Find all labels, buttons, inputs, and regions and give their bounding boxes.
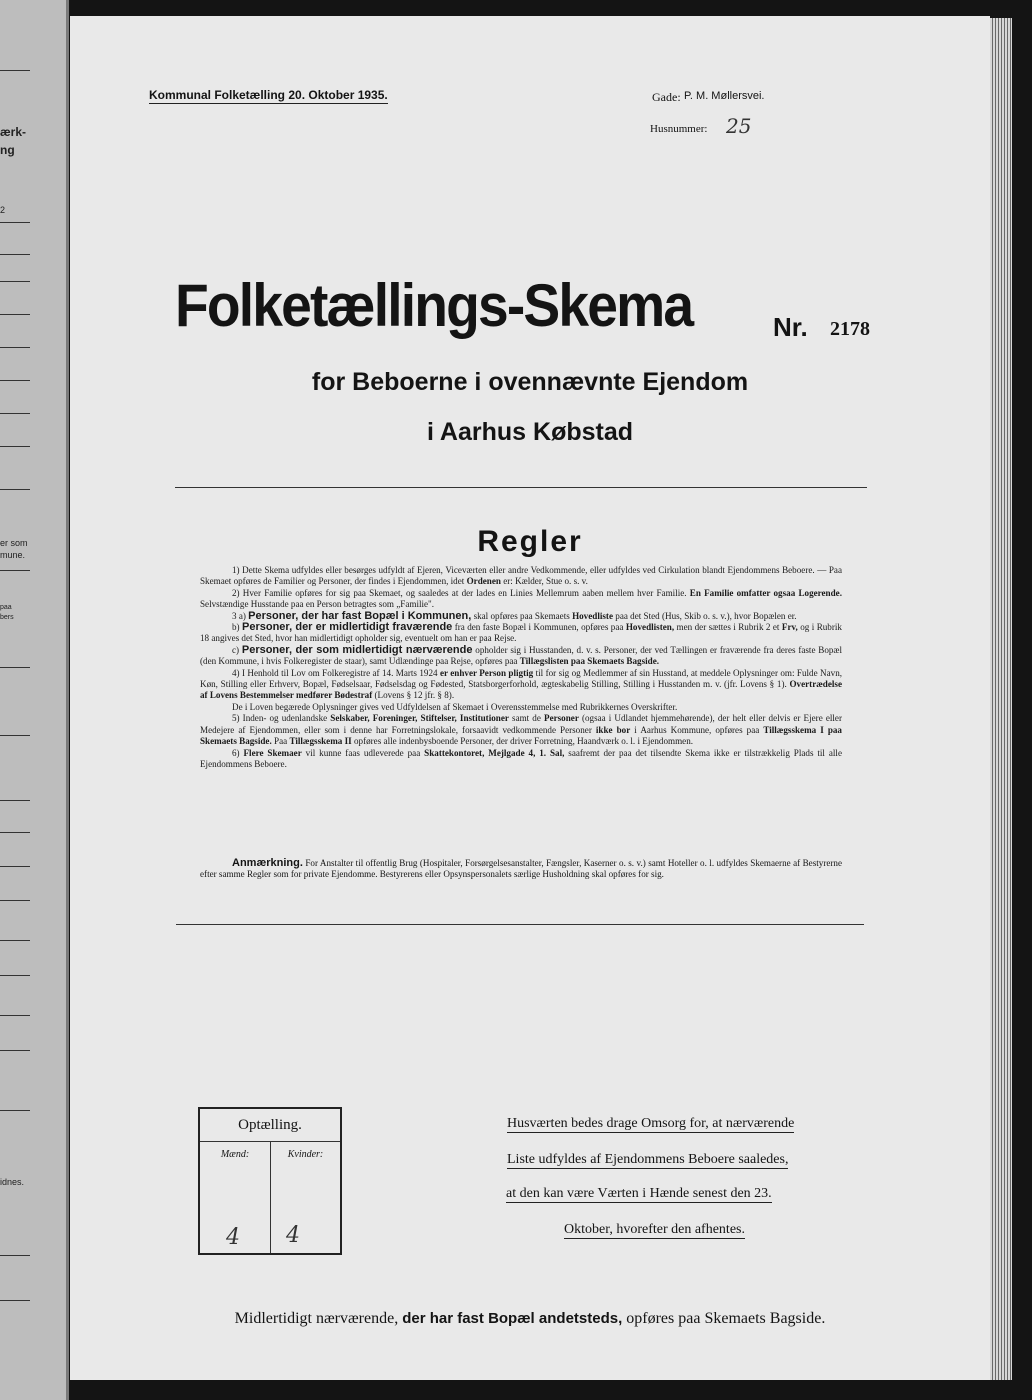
rule-emphasis: En Familie omfatter ogsaa Logerende.: [689, 587, 842, 598]
rule-heading: Personer, der er midlertidigt fraværende: [242, 621, 453, 634]
facing-page-text: ng: [0, 143, 15, 157]
rule-text: men der sættes i Rubrik 2 et: [676, 622, 780, 633]
rule-emphasis: Hovedliste: [572, 610, 613, 621]
facing-page-text: mune.: [0, 550, 26, 560]
rule-text: saafremt der paa det tilsendte Skema ikke er tilstrækkelig Plads til alle Ejendommens Beboere.: [200, 747, 842, 769]
facing-page-rule: [0, 832, 30, 833]
facing-page-rule: [0, 254, 30, 255]
facing-page-rule: [0, 1050, 30, 1051]
notice-line: Liste udfyldes af Ejendommens Beboere saaledes,: [507, 1152, 789, 1167]
rule-text: i Aarhus Kommune, opføres paa: [634, 724, 760, 735]
rule-text: 2) Hver Familie opføres for sig paa Skemaet, og saaledes at der lades en Linies Mellemrum aaben mellem hver Familie.: [232, 587, 687, 598]
rules-body: [200, 565, 842, 770]
facing-page-rule: [0, 975, 30, 976]
rule-emphasis: Tillægsskema II: [289, 736, 352, 747]
rule-3c: [200, 645, 842, 668]
remark-text: For Anstalter til offentlig Brug (Hospitaler, Forsørgelsesanstalter, Fængsler, Kaserner o. s. v.) samt Hoteller o. l. udfyldes Skemaerne af Bestyrerne efter samme Regler som for private Ejendomme. Bestyrerens eller Opsynspersonalets særlige Husholdning skal opføres for sig.: [200, 858, 842, 880]
facing-page-rule: [0, 489, 30, 490]
rule-4-note: [200, 702, 842, 713]
facing-page-rule: [0, 413, 30, 414]
form-title: Folketællings-Skema: [175, 272, 693, 339]
facing-page-rule: [0, 800, 30, 801]
form-number-value: 2178: [830, 318, 870, 340]
facing-page-rule: [0, 1255, 30, 1256]
rule-emphasis: Tillægsskema I paa Skemaets Bagside.: [200, 724, 842, 747]
facing-page-rule: [0, 314, 30, 315]
rule-2: [200, 588, 842, 611]
women-label: Kvinder:: [287, 1149, 324, 1160]
rule-heading: Personer, der som midlertidigt nærværende: [241, 643, 473, 656]
women-count: 4: [286, 1223, 300, 1248]
facing-page-text: er som: [0, 538, 28, 548]
rule-text: opholder sig i Husstanden, d. v. s. Personer, der ved Tællingen er fraværende fra deres faste Bopæl (den Kommune, i hvis Folkeregister de staar), samt Udlændinge paa Rejse, opføres paa: [200, 644, 843, 667]
rule-6: [200, 748, 842, 771]
rule-text: 5) Inden- og udenlandske: [232, 713, 328, 724]
facing-page-rule: [0, 347, 30, 348]
rule-emphasis: Tillægslisten paa Skemaets Bagside.: [519, 656, 660, 667]
form-number-label: Nr.: [773, 312, 808, 342]
facing-page-rule: [0, 446, 30, 447]
rule-text: vil kunne faas udleverede paa: [305, 747, 421, 758]
rule-text: fra den faste Bopæl i Kommunen, opføres paa: [454, 622, 624, 633]
rules-heading: Regler: [477, 525, 583, 558]
rule-emphasis: Selskaber, Foreninger, Stiftelser, Institutioner: [330, 713, 509, 724]
rule-emphasis: Hovedlisten,: [625, 622, 675, 633]
facing-page-text: bers: [0, 614, 14, 621]
rule-text: er: Kælder, Stue o. s. v.: [503, 576, 588, 587]
rule-text: til for sig og Medlemmer af sin Husstand, at meddele Oplysninger om: Fulde Navn, Køn, Stilling eller Erhverv, Bopæl, Fødselsaar, Fødselsdag og Fødested, Statsborgerforhold, ægteskabelig Stilling, Stilling i Husstanden m. v. (jfr. Lovens § 1).: [200, 667, 843, 690]
men-label: Mænd:: [220, 1149, 250, 1160]
facing-page-rule: [0, 570, 30, 571]
rule-emphasis: Frv,: [781, 622, 798, 633]
rule-emphasis: Skattekontoret, Mejlgade 4, 1. Sal,: [424, 747, 565, 758]
facing-page-rule: [0, 380, 30, 381]
facing-page-text: ærk-: [0, 125, 27, 139]
footer-text: opføres paa Skemaets Bagside.: [626, 1310, 826, 1327]
rule-text: opføres alle indenbysboende Personer, der driver Forretning, Haandværk o. l. i Ejendommen.: [353, 736, 694, 747]
facing-page-fragment: [0, 0, 69, 1400]
footer-note: [70, 1310, 990, 1328]
rule-text: 1) Dette Skema udfyldes eller besørges udfyldt af Ejeren, Viceværten eller andre Vedkommende, eller udfyldes ved Cirkulation blandt Ejendommens Beboere. — Paa Skemaet opføres de Familier og Personer, der findes i Ejendommen, idet: [200, 565, 842, 587]
rule-emphasis: er enhver Person pligtig: [439, 667, 534, 678]
rule-number: c): [232, 644, 240, 655]
page-edges: [990, 18, 1012, 1380]
facing-page-rule: [0, 1110, 30, 1111]
rule-heading: Personer, der har fast Bopæl i Kommunen,: [248, 609, 472, 622]
census-header: Kommunal Folketælling 20. Oktober 1935.: [149, 88, 388, 102]
facing-page-rule: [0, 281, 30, 282]
facing-page-rule: [0, 222, 30, 223]
rule-number: b): [232, 622, 240, 633]
notice-line: Husværten bedes drage Omsorg for, at nærværende: [507, 1116, 795, 1131]
men-count: 4: [226, 1225, 240, 1250]
rule-text: og i Rubrik 18 angives det Sted, hvor han midlertidigt opholder sig, eventuelt om han er paa Rejse.: [200, 622, 842, 644]
facing-page-rule: [0, 900, 30, 901]
rule-5: [200, 713, 842, 747]
divider: [176, 924, 864, 925]
facing-page-rule: [0, 1300, 30, 1301]
divider: [175, 487, 867, 488]
rule-text: Selvstændige Husstande paa en Person betragtes som „Familie".: [200, 599, 435, 610]
facing-page-rule: [0, 866, 30, 867]
rule-emphasis: Overtrædelse af Lovens Bestemmelser medfører Bødestraf: [200, 679, 842, 701]
remark-lead: Anmærkning.: [232, 857, 303, 869]
facing-page-text: 2: [0, 205, 6, 215]
rule-number: 3 a): [232, 610, 246, 621]
rule-emphasis: Flere Skemaer: [243, 747, 302, 758]
rule-text: samt de: [512, 713, 541, 724]
rule-number: 6): [232, 747, 240, 758]
footer-text: Midlertidigt nærværende,: [234, 1310, 399, 1327]
rule-emphasis: ikke bor: [595, 724, 631, 735]
house-number-label: Husnummer:: [650, 123, 708, 135]
notice-line: Oktober, hvorefter den afhentes.: [564, 1222, 745, 1237]
rule-text: 4) I Henhold til Lov om Folkeregistre af 14. Marts 1924: [232, 667, 438, 678]
facing-page-text: idnes.: [0, 1177, 25, 1187]
count-title: Optælling.: [238, 1117, 302, 1133]
rule-emphasis: Personer: [544, 713, 579, 724]
house-number-value: 25: [726, 114, 752, 138]
facing-page-rule: [0, 940, 30, 941]
form-subtitle-city: i Aarhus Købstad: [426, 418, 634, 446]
footer-emphasis: der har fast Bopæl andetsteds,: [402, 1310, 623, 1327]
street-value: P. M. Møllersvei.: [684, 90, 765, 102]
remark-note: [200, 858, 842, 881]
census-form-page: [70, 16, 990, 1380]
rule-text: (ogsaa i Udlandet hjemmehørende), der helt eller delvis er Ejere eller Medejere af Ejendommen, eller som i denne har Forretningslokale, forsaavidt vedkommende Personer: [200, 713, 842, 735]
rule-4: [200, 668, 842, 702]
rule-text: De i Loven begærede Oplysninger gives ved Udfyldelsen af Skemaet i Overensstemmelse med Rubrikkernes Overskrifter.: [232, 701, 678, 712]
facing-page-rule: [0, 735, 30, 736]
form-subtitle: for Beboerne i ovennævnte Ejendom: [311, 368, 749, 396]
facing-page-rule: [0, 1015, 30, 1016]
facing-page-rule: [0, 70, 30, 71]
rule-text: Paa: [274, 736, 288, 747]
rule-text: skal opføres paa Skemaets: [473, 610, 570, 621]
facing-page-text: paa: [0, 604, 12, 611]
facing-page-rule: [0, 667, 30, 668]
rule-1: [200, 565, 842, 588]
rule-text: (Lovens § 12 jfr. § 8).: [374, 690, 455, 701]
count-box: [198, 1107, 342, 1255]
rule-text: paa det Sted (Hus, Skib o. s. v.), hvor Bopælen er.: [615, 610, 797, 621]
street-label: Gade:: [652, 90, 681, 104]
rule-3b: [200, 622, 842, 645]
rule-emphasis: Ordenen: [466, 576, 501, 587]
notice-line: at den kan være Værten i Hænde senest den 23.: [506, 1186, 772, 1201]
